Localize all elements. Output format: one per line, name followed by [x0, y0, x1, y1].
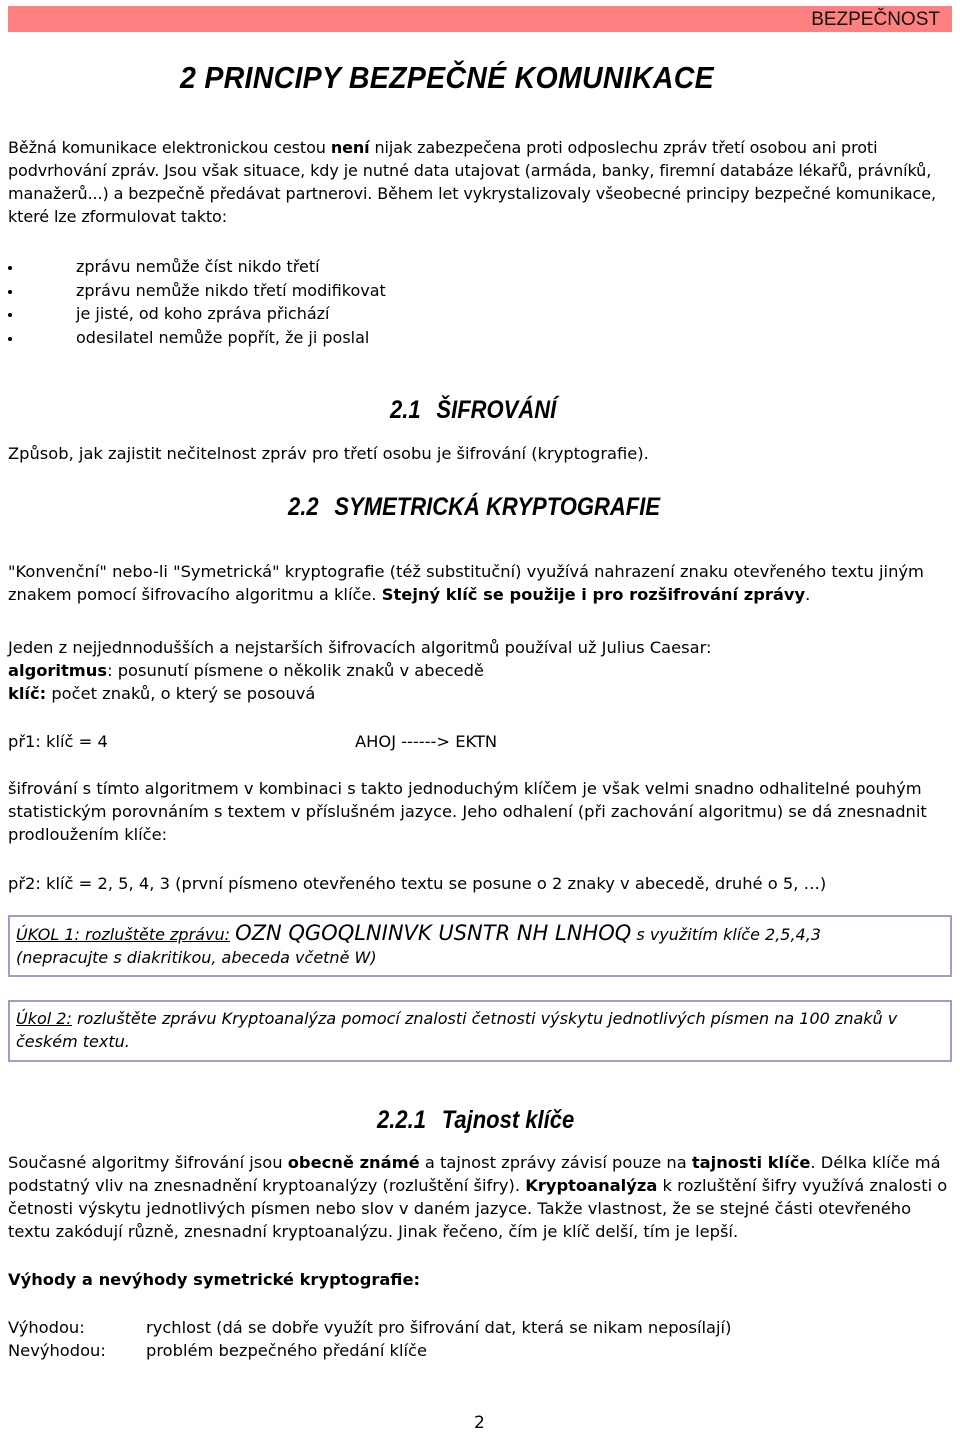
key-line: [8, 682, 954, 705]
pros-cons-title: Výhody a nevýhody symetrické kryptografie:: [8, 1270, 420, 1289]
symmetric-definition: [8, 560, 954, 606]
task-1-cipher: OZN QGOQLNINVK USNTR NH LNHOQ: [235, 921, 632, 945]
task-1-line: [16, 922, 944, 946]
caesar-paragraph: [8, 636, 954, 705]
list-item-text: je jisté, od koho zpráva přichází: [76, 304, 330, 323]
secrecy-bold-2: tajnosti klíče: [691, 1153, 811, 1172]
definition-end: .: [805, 585, 811, 604]
task-2-text: rozluštěte zprávu Kryptoanalýza pomocí znalosti četnosti výskytu jednotlivých písmen na 100 znaků v českém textu.: [16, 1009, 898, 1051]
task-1-key-hint: s využitím klíče 2,5,4,3: [636, 925, 821, 944]
algorithm-label: algoritmus: [8, 661, 108, 680]
key-secrecy-paragraph: [8, 1151, 954, 1243]
task-1-box: [8, 915, 952, 977]
advantage-text: rychlost (dá se dobře využít pro šifrování dat, která se nikam neposílají): [146, 1318, 732, 1337]
secrecy-text-1: Současné algoritmy šifrování jsou: [8, 1153, 288, 1172]
bullet-icon: [8, 290, 12, 294]
header-bar: [8, 6, 952, 32]
disadvantage-text: problém bezpečného předání klíče: [146, 1341, 427, 1360]
list-item-text: zprávu nemůže číst nikdo třetí: [76, 257, 320, 276]
bullet-icon: [8, 266, 12, 270]
list-item: [8, 302, 386, 326]
secrecy-bold-3: Kryptoanalýza: [525, 1176, 658, 1195]
definition-bold: Stejný klíč se použije i pro rozšifrování zprávy: [381, 585, 806, 604]
section-2-1-text: Způsob, jak zajistit nečitelnost zpráv pro třetí osobu je šifrování (kryptografie).: [8, 444, 649, 463]
secrecy-bold-1: obecně známé: [287, 1153, 420, 1172]
list-item: [8, 255, 386, 279]
key-label: klíč:: [8, 684, 47, 703]
section-2-2-1-heading: [377, 1106, 574, 1135]
intro-paragraph: [8, 136, 954, 228]
section-title: Tajnost klíče: [441, 1106, 575, 1134]
section-number: 2.2: [288, 493, 319, 521]
example-1-key: př1: klíč = 4: [8, 732, 108, 751]
bullet-icon: [8, 313, 12, 317]
secrecy-text-2: a tajnost zprávy závisí pouze na: [419, 1153, 692, 1172]
section-2-1-heading: [390, 396, 556, 425]
header-label: BEZPEČNOST: [811, 9, 940, 30]
algorithm-line: [8, 659, 954, 682]
algorithm-text: : posunutí písmene o několik znaků v abecedě: [107, 661, 484, 680]
page-title: 2 PRINCIPY BEZPEČNÉ KOMUNIKACE: [180, 60, 714, 95]
section-number: 2.2.1: [377, 1106, 426, 1134]
intro-text-2: nijak zabezpečena proti odposlechu zpráv třetí osobou ani proti podvrhování zpráv. Jsou však situace, kdy je nutné data utajovat (armáda, banky, firemní databáze lékařů, právníků, manažerů...) a bezpečně předávat partnerovi. Během let vykrystalizovaly všeobecné principy bezpečné komunikace, které lze zformulovat takto:: [8, 138, 936, 226]
list-item: [8, 326, 386, 350]
definition-text: "Konvenční" nebo-li "Symetrická" kryptografie (též substituční) využívá nahrazení znaku otevřeného textu jiným znakem pomocí šifrovacího algoritmu a klíče.: [8, 562, 924, 604]
task-1-note: (nepracujte s diakritikou, abeceda včetně W): [16, 948, 377, 967]
weakness-paragraph: šifrování s tímto algoritmem v kombinaci s takto jednoduchým klíčem je však velmi snadno odhalitelné pouhým statistickým porovnáním s textem v příslušném jazyce. Jeho odhalení (při zachování algoritmu) se dá znesnadnit prodloužením klíče:: [8, 779, 927, 844]
section-number: 2.1: [390, 396, 421, 424]
example-2: př2: klíč = 2, 5, 4, 3 (první písmeno otevřeného textu se posune o 2 znaky v abecedě, druhé o 5, …): [8, 874, 827, 893]
section-2-2-heading: [288, 493, 660, 522]
page-number: 2: [474, 1413, 485, 1433]
task-2-label: Úkol 2:: [16, 1009, 72, 1028]
bullet-icon: [8, 337, 12, 341]
list-item-text: odesilatel nemůže popřít, že ji poslal: [76, 327, 370, 347]
secrecy-text-3: . Délka klíče má podstatný vliv na znesnadnění kryptoanalýzy (rozluštění šifry).: [8, 1153, 941, 1195]
intro-text-1: Běžná komunikace elektronickou cestou: [8, 138, 331, 157]
principles-list: [8, 255, 386, 349]
example-1-result: AHOJ ------> EKTN: [355, 732, 498, 751]
secrecy-text-4: k rozluštění šifry využívá znalosti o četnosti výskytu jednotlivých písmen nebo slov v daném jazyce. Takže vlastnost, že se stejné části otevřeného textu zakódují různě, znesnadní kryptoanalýzu. Jinak řečeno, čím je klíč delší, tím je lepší.: [8, 1176, 948, 1241]
disadvantage-label: Nevýhodou:: [8, 1341, 106, 1360]
key-text: počet znaků, o který se posouvá: [46, 684, 316, 703]
advantage-label: Výhodou:: [8, 1318, 85, 1337]
list-item: [8, 279, 386, 303]
caesar-intro: Jeden z nejjednnodušších a nejstarších šifrovacích algoritmů používal už Julius Caesar:: [8, 638, 712, 657]
task-1-label: ÚKOL 1: rozluštěte zprávu:: [16, 925, 230, 944]
section-title: SYMETRICKÁ KRYPTOGRAFIE: [334, 493, 660, 521]
intro-bold: není: [330, 138, 370, 157]
list-item-text: zprávu nemůže nikdo třetí modifikovat: [76, 280, 386, 300]
task-2-box: [8, 1000, 952, 1062]
section-title: ŠIFROVÁNÍ: [436, 396, 557, 424]
